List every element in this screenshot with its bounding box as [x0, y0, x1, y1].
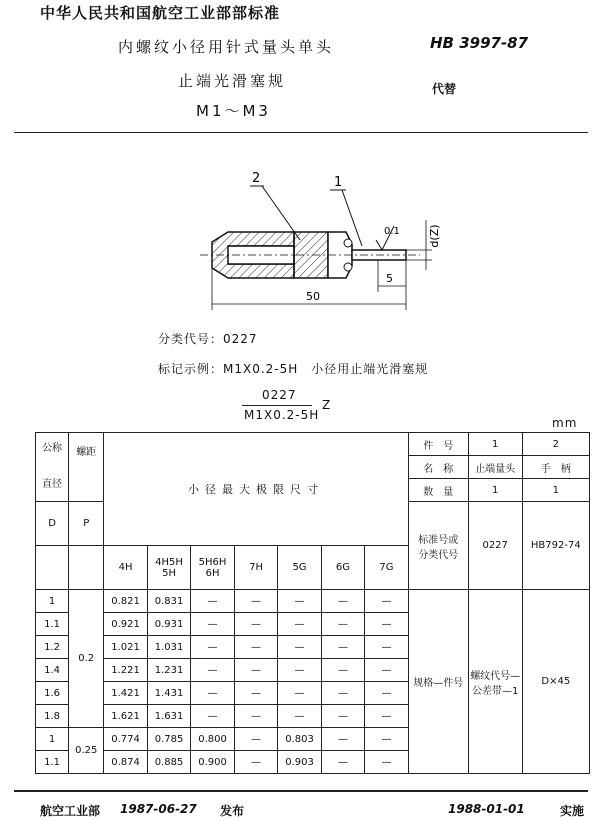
dim-5: 5 — [386, 272, 393, 285]
spec-c2: D×45 — [522, 590, 589, 774]
spec-c1: 螺纹代号— 公差带—1 — [468, 590, 522, 774]
unit-label: mm — [552, 416, 578, 430]
header-divider — [14, 132, 588, 133]
dim-50: 50 — [306, 290, 320, 303]
col-header-p-symbol: P — [69, 502, 104, 546]
col-5h6h: 5H6H 6H — [191, 546, 234, 590]
issue-label: 发布 — [220, 804, 245, 818]
effective-date: 1988-01-01 — [448, 802, 525, 816]
fraction-line — [242, 405, 312, 406]
table-row: 1.8 1.621 1.631 — — — — — — [36, 705, 590, 728]
fraction-bottom: M1X0.2-5H — [244, 408, 320, 422]
part-label-2: 2 — [252, 171, 261, 186]
col-6g: 6G — [321, 546, 364, 590]
footer-divider — [14, 790, 588, 792]
implement-label: 实施 — [560, 804, 585, 818]
standard-number: HB 3997-87 — [430, 34, 529, 52]
fraction-z: Z — [322, 398, 332, 412]
table-row: 1 0.25 0.774 0.785 0.800 — 0.803 — — — [36, 728, 590, 751]
fraction-top: 0227 — [262, 388, 297, 402]
col-5g: 5G — [278, 546, 321, 590]
replaces-label: 代替 — [432, 82, 457, 96]
table-row: 1.6 1.421 1.431 — — — — — — [36, 682, 590, 705]
mark-example: 标记示例：M1X0.2-5H 小径用止端光滑塞规 — [158, 362, 429, 376]
col-7g: 7G — [365, 546, 408, 590]
spec-label: 规格—件号 — [408, 590, 468, 774]
org-title: 中华人民共和国航空工业部部标准 — [40, 4, 281, 22]
doc-title-line3: M1～M3 — [196, 102, 271, 120]
size-table: 公称 直径 螺距 小径最大极限尺寸 件 号 1 2 名 称 止端量头 手 柄 数 量 1 1 D P 标准号或 分类代号 0227 HB792-74 4H 4H5H 5H 5H6H 6H 7H 5G 6G 7G 1 0.2 0.821 0.831 — — — — — 规格—件号 螺纹代号— 公差带—1 D×45 1.1 0.921 0.931 — — — — — 1.2 1.021 1.031 — — — — — 1.4 1.221 1.231 — — — — — 1.6 1.421 1.431 — — — — — 1.8 1.621 1.631 — — — — — 1 0.25 0.774 0.785 0.800 — 0.803 — — 1.1 0.874 0.885 0.900 — 0.903 — — — [35, 432, 590, 774]
col-header-d-symbol: D — [36, 502, 69, 546]
gauge-drawing — [0, 160, 600, 320]
issue-date: 1987-06-27 — [120, 802, 197, 816]
dim-d: d(Z) — [428, 224, 441, 248]
table-row: 1.4 1.221 1.231 — — — — — — [36, 659, 590, 682]
col-header-d: 公称 直径 — [36, 433, 69, 502]
doc-title-line1: 内螺纹小径用针式量头单头 — [118, 38, 335, 56]
col-4h5h: 4H5H 5H — [147, 546, 190, 590]
table-row: 1.1 0.921 0.931 — — — — — — [36, 613, 590, 636]
class-code: 分类代号：0227 — [158, 332, 258, 346]
issuer: 航空工业部 — [40, 804, 101, 818]
part-label-1: 1 — [334, 175, 343, 190]
table-row: 1.1 0.874 0.885 0.900 — 0.903 — — — [36, 751, 590, 774]
table-row: 1.2 1.021 1.031 — — — — — — [36, 636, 590, 659]
col-4h: 4H — [104, 546, 147, 590]
col-header-p: 螺距 — [69, 433, 104, 502]
roughness-value: 0.1 — [384, 226, 400, 237]
col-7h: 7H — [234, 546, 277, 590]
col-header-main: 小径最大极限尺寸 — [104, 433, 408, 546]
doc-title-line2: 止端光滑塞规 — [178, 72, 287, 90]
table-row: 1 0.2 0.821 0.831 — — — — — 规格—件号 螺纹代号— 公差带—1 D×45 — [36, 590, 590, 613]
right-header: 件 号 — [408, 433, 468, 456]
